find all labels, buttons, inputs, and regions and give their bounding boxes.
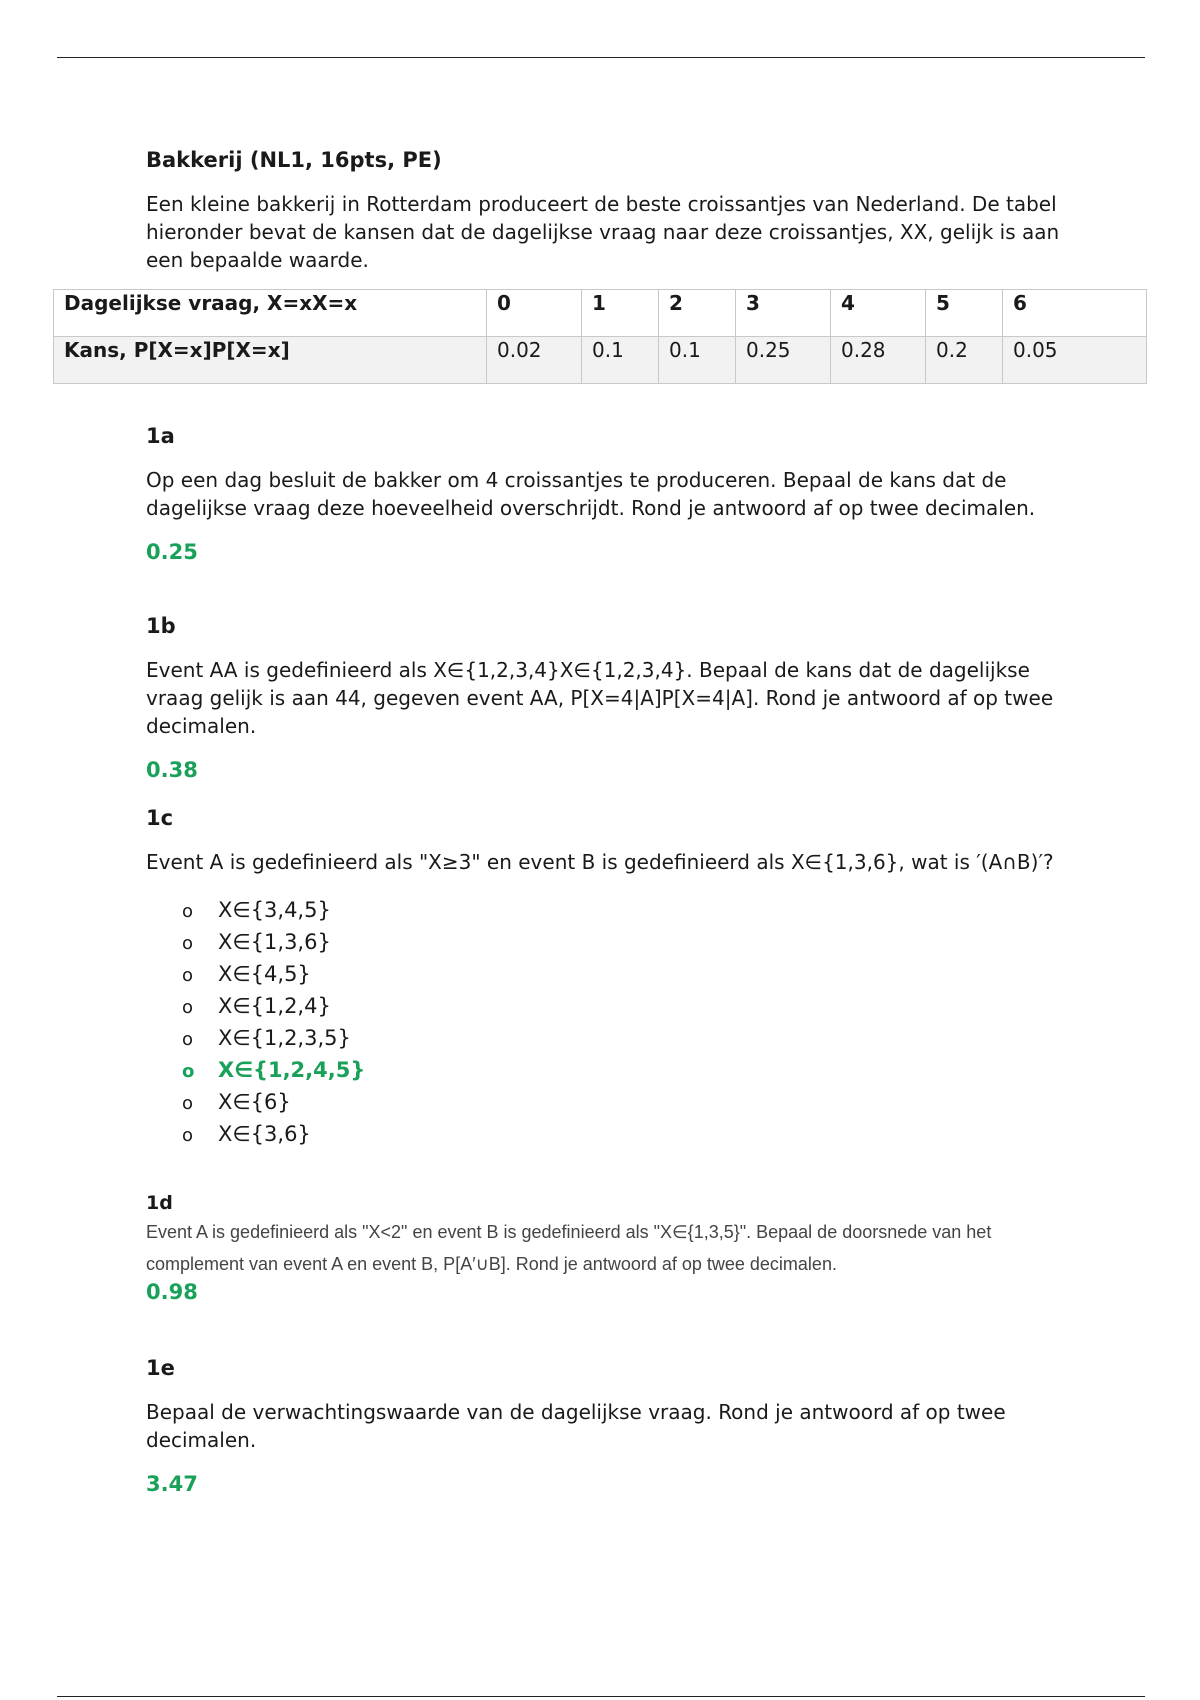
option-item — [182, 990, 1066, 1022]
answer-options — [146, 894, 1066, 1150]
question-label: 1e — [146, 1356, 175, 1380]
bullet-icon: o — [182, 1093, 194, 1114]
option-text: X∈{1,2,4} — [218, 994, 331, 1018]
table-cell: 5 — [926, 290, 1003, 337]
question-label: 1d — [146, 1192, 173, 1214]
table-cell: 0.25 — [736, 337, 831, 384]
question-1e — [146, 1356, 1066, 1496]
table-cell: 1 — [582, 290, 659, 337]
option-text: X∈{1,2,3,5} — [218, 1026, 351, 1050]
table-cell: 3 — [736, 290, 831, 337]
probability-table — [53, 289, 1147, 384]
option-item — [182, 1118, 1066, 1150]
table-cell: 0.1 — [659, 337, 736, 384]
question-text: Bepaal de verwachtingswaarde van de dagelijkse vraag. Rond je antwoord af op twee decimalen. — [146, 1400, 1006, 1452]
table-cell: 2 — [659, 290, 736, 337]
bullet-icon: o — [182, 965, 194, 986]
option-text: X∈{1,3,6} — [218, 930, 331, 954]
table-cell: 6 — [1003, 290, 1147, 337]
option-item — [182, 1086, 1066, 1118]
question-text: Op een dag besluit de bakker om 4 croissantjes te produceren. Bepaal de kans dat de dagelijkse vraag deze hoeveelheid overschrijdt. Rond je antwoord af op twee decimalen. — [146, 468, 1036, 520]
page-title: Bakkerij (NL1, 16pts, PE) — [146, 148, 442, 172]
bullet-icon: o — [182, 901, 194, 922]
table-cell: 0.28 — [831, 337, 926, 384]
question-1a — [146, 424, 1066, 564]
table-cell: 0.1 — [582, 337, 659, 384]
option-text: X∈{1,2,4,5} — [218, 1058, 366, 1082]
table-cell: 4 — [831, 290, 926, 337]
answer-value: 3.47 — [146, 1472, 198, 1496]
option-text: X∈{3,6} — [218, 1122, 311, 1146]
bullet-icon: o — [182, 933, 194, 954]
question-1c — [146, 806, 1066, 1150]
table-row-label: Dagelijkse vraag, X=xX=x — [54, 290, 487, 337]
question-label: 1a — [146, 424, 175, 448]
question-text: Event AA is gedefinieerd als X∈{1,2,3,4}X∈{1,2,3,4}. Bepaal de kans dat de dagelijkse vraag gelijk is aan 44, gegeven event AA, P[X=4|A]P[X=4|A]. Rond je antwoord af op twee decimalen. — [146, 658, 1054, 738]
table-cell: 0 — [487, 290, 582, 337]
option-item — [182, 894, 1066, 926]
question-1d — [146, 1192, 1066, 1304]
bullet-icon: o — [182, 997, 194, 1018]
question-1b — [146, 614, 1066, 782]
option-text: X∈{4,5} — [218, 962, 311, 986]
bullet-icon: o — [182, 1125, 194, 1146]
question-label: 1c — [146, 806, 174, 830]
bullet-icon: o — [182, 1029, 194, 1050]
answer-value: 0.98 — [146, 1280, 198, 1304]
table-header-row — [54, 290, 1147, 337]
intro-section — [146, 140, 1066, 292]
answer-value: 0.38 — [146, 758, 198, 782]
table-cell: 0.2 — [926, 337, 1003, 384]
option-item — [182, 926, 1066, 958]
option-item — [182, 1022, 1066, 1054]
option-item — [182, 958, 1066, 990]
answer-value: 0.25 — [146, 540, 198, 564]
intro-text: Een kleine bakkerij in Rotterdam produceert de beste croissantjes van Nederland. De tabel hieronder bevat de kansen dat de dagelijkse vraag naar deze croissantjes, XX, gelijk is aan een bepaalde waarde. — [146, 192, 1060, 272]
option-item-correct — [182, 1054, 1066, 1086]
bullet-icon: o — [182, 1061, 195, 1082]
top-rule — [57, 57, 1145, 58]
table-cell: 0.05 — [1003, 337, 1147, 384]
table-row-label: Kans, P[X=x]P[X=x] — [54, 337, 487, 384]
question-text: Event A is gedefinieerd als "X<2" en event B is gedefinieerd als "X∈{1,3,5}". Bepaal de doorsnede van het complement van event A en event B, P[A′∪B]. Rond je antwoord af op twee decimalen. — [146, 1222, 992, 1274]
bottom-rule — [57, 1696, 1145, 1697]
table-cell: 0.02 — [487, 337, 582, 384]
table-row — [54, 337, 1147, 384]
option-text: X∈{3,4,5} — [218, 898, 331, 922]
question-label: 1b — [146, 614, 176, 638]
question-text: Event A is gedefinieerd als "X≥3" en event B is gedefinieerd als X∈{1,3,6}, wat is ′(A∩B)′? — [146, 850, 1054, 874]
option-text: X∈{6} — [218, 1090, 291, 1114]
